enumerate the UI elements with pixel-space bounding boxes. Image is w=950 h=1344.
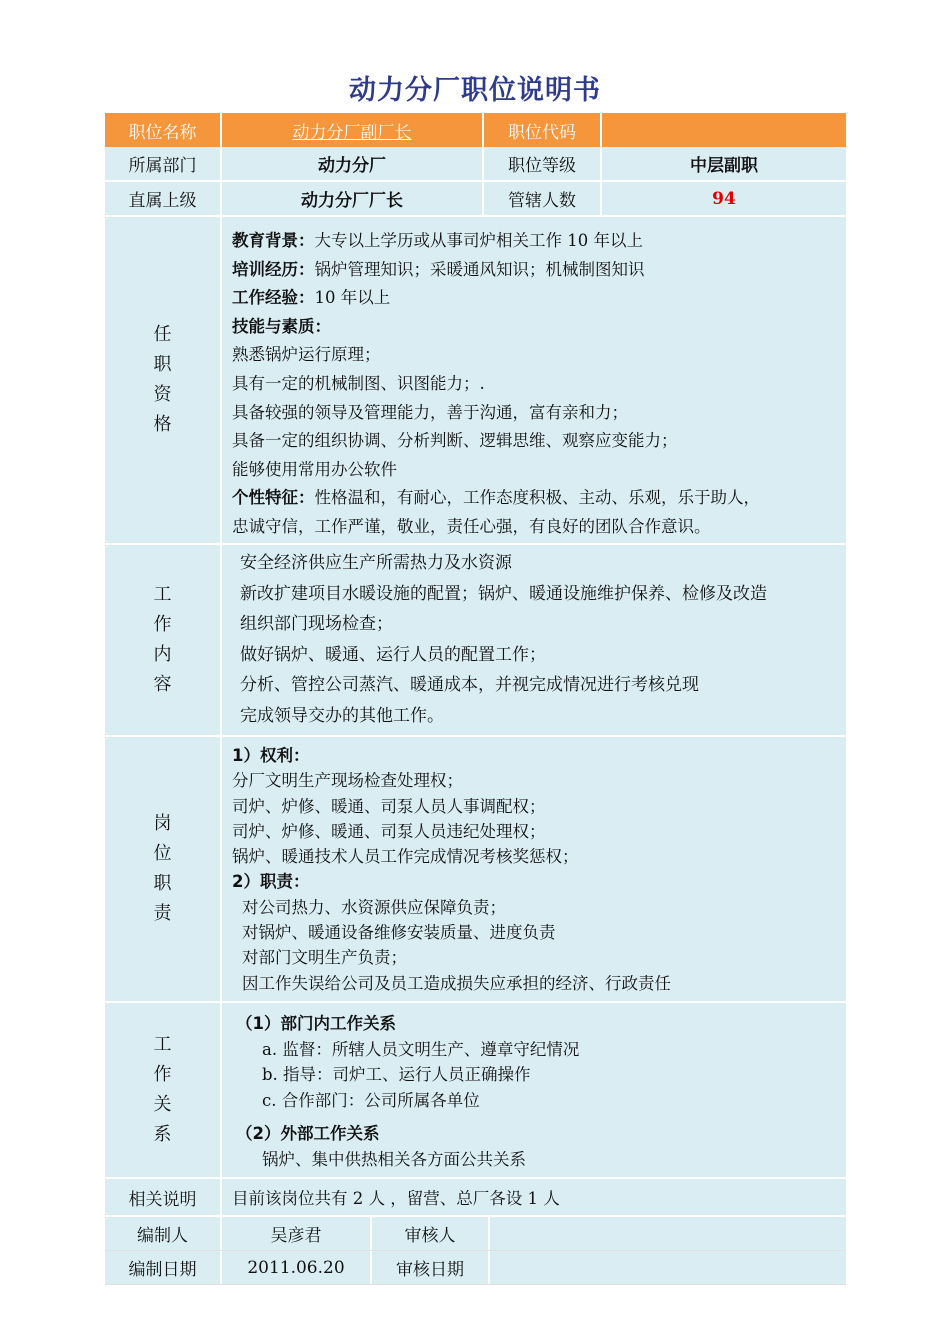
qualification-section	[105, 217, 846, 545]
work-item: 分析、管控公司蒸汽、暖通成本，并视完成情况进行考核兑现	[240, 675, 699, 696]
edit-date-row	[105, 1251, 846, 1285]
supervisor-label: 直属上级	[105, 182, 222, 215]
supervisor-value: 动力分厂厂长	[222, 182, 484, 215]
right-item: 司炉、炉修、暖通、司泵人员违纪处理权；	[232, 821, 546, 841]
training-line: 培训经历：锅炉管理知识；采暖通风知识；机械制图知识	[232, 259, 645, 279]
duties-label: 岗 位 职 责	[105, 737, 222, 1001]
right-item: 锅炉、暖通技术人员工作完成情况考核奖惩权；	[232, 847, 579, 867]
responsibility-item: 对部门文明生产负责；	[242, 948, 407, 968]
position-name-value: 动力分厂副厂长	[222, 113, 484, 147]
department-row	[105, 147, 846, 182]
duties-section	[105, 737, 846, 1003]
header-row	[105, 113, 846, 147]
skill-item: 熟悉锅炉运行原理；	[232, 345, 381, 365]
editor-row	[105, 1217, 846, 1251]
external-relations-title: （2）外部工作关系	[236, 1124, 380, 1143]
work-content-list	[222, 545, 846, 735]
editor-value: 吴彦君	[222, 1217, 372, 1250]
responsibilities-title: 2）职责：	[232, 872, 310, 892]
skill-item: 具备较强的领导及管理能力，善于沟通，富有亲和力；	[232, 402, 628, 422]
document-title: 动力分厂职位说明书	[349, 75, 601, 106]
position-code-value	[602, 113, 846, 147]
review-date-value	[490, 1251, 846, 1284]
right-item: 司炉、炉修、暖通、司泵人员人事调配权；	[232, 796, 546, 816]
internal-relation-item: c. 合作部门：公司所属各单位	[262, 1090, 480, 1110]
edit-date-label: 编制日期	[105, 1251, 222, 1284]
department-label: 所属部门	[105, 147, 222, 180]
level-value: 中层副职	[690, 156, 758, 176]
supervisor-row	[105, 182, 846, 217]
duties-content	[222, 737, 846, 1001]
external-relation-item: 锅炉、集中供热相关各方面公共关系	[262, 1149, 526, 1169]
qualification-label: 任 职 资 格	[105, 217, 222, 543]
job-description-table	[105, 113, 846, 1285]
skills-title: 技能与素质：	[232, 316, 331, 336]
skill-item: 具备一定的组织协调、分析判断、逻辑思维、观察应变能力；	[232, 431, 678, 451]
relations-label: 工 作 关 系	[105, 1003, 222, 1177]
notes-row	[105, 1179, 846, 1217]
editor-label: 编制人	[105, 1217, 222, 1250]
work-item: 安全经济供应生产所需热力及水资源	[240, 553, 512, 573]
work-content-section	[105, 545, 846, 737]
responsibility-item: 对锅炉、暖通设备维修安装质量、进度负责	[242, 923, 556, 943]
rights-title: 1）权利：	[232, 746, 310, 765]
personality-line: 个性特征：性格温和，有耐心，工作态度积极、主动、乐观，乐于助人，	[232, 488, 760, 508]
edit-date-value: 2011.06.20	[222, 1251, 372, 1284]
level-label: 职位等级	[484, 147, 602, 180]
notes-value: 目前该岗位共有 2 人 ，留营、总厂各设 1 人	[232, 1189, 560, 1208]
work-item: 新改扩建项目水暖设施的配置；锅炉、暖通设施维护保养、检修及改造	[240, 583, 767, 604]
experience-line: 工作经验：10 年以上	[232, 288, 391, 308]
right-item: 分厂文明生产现场检查处理权；	[232, 771, 463, 791]
education-line: 教育背景：大专以上学历或从事司炉相关工作 10 年以上	[232, 231, 643, 250]
position-code-label: 职位代码	[484, 113, 602, 147]
position-name-label: 职位名称	[105, 113, 222, 147]
responsibility-item: 因工作失误给公司及员工造成损失应承担的经济、行政责任	[242, 973, 671, 993]
work-content-label: 工 作 内 容	[105, 545, 222, 735]
managed-count-value: 94	[712, 188, 736, 209]
skill-item: 能够使用常用办公软件	[232, 459, 397, 479]
skill-item: 具有一定的机械制图、识图能力；.	[232, 373, 485, 393]
internal-relations-title: （1）部门内工作关系	[236, 1014, 396, 1033]
qualification-content	[222, 217, 846, 543]
reviewer-value	[490, 1217, 846, 1250]
personality-line-2: 忠诚守信，工作严谨，敬业，责任心强，有良好的团队合作意识。	[232, 516, 711, 536]
review-date-label: 审核日期	[372, 1251, 490, 1284]
relations-section	[105, 1003, 846, 1179]
work-item: 做好锅炉、暖通、运行人员的配置工作；	[240, 644, 546, 665]
notes-label: 相关说明	[105, 1179, 222, 1215]
internal-relation-item: a. 监督：所辖人员文明生产、遵章守纪情况	[262, 1039, 580, 1059]
work-item: 组织部门现场检查；	[240, 614, 393, 635]
responsibility-item: 对公司热力、水资源供应保障负责；	[242, 897, 506, 917]
reviewer-label: 审核人	[372, 1217, 490, 1250]
managed-count-label: 管辖人数	[484, 182, 602, 215]
relations-content	[222, 1003, 846, 1177]
department-value: 动力分厂	[222, 147, 484, 180]
work-item: 完成领导交办的其他工作。	[240, 705, 444, 726]
internal-relation-item: b. 指导：司炉工、运行人员正确操作	[262, 1065, 531, 1084]
